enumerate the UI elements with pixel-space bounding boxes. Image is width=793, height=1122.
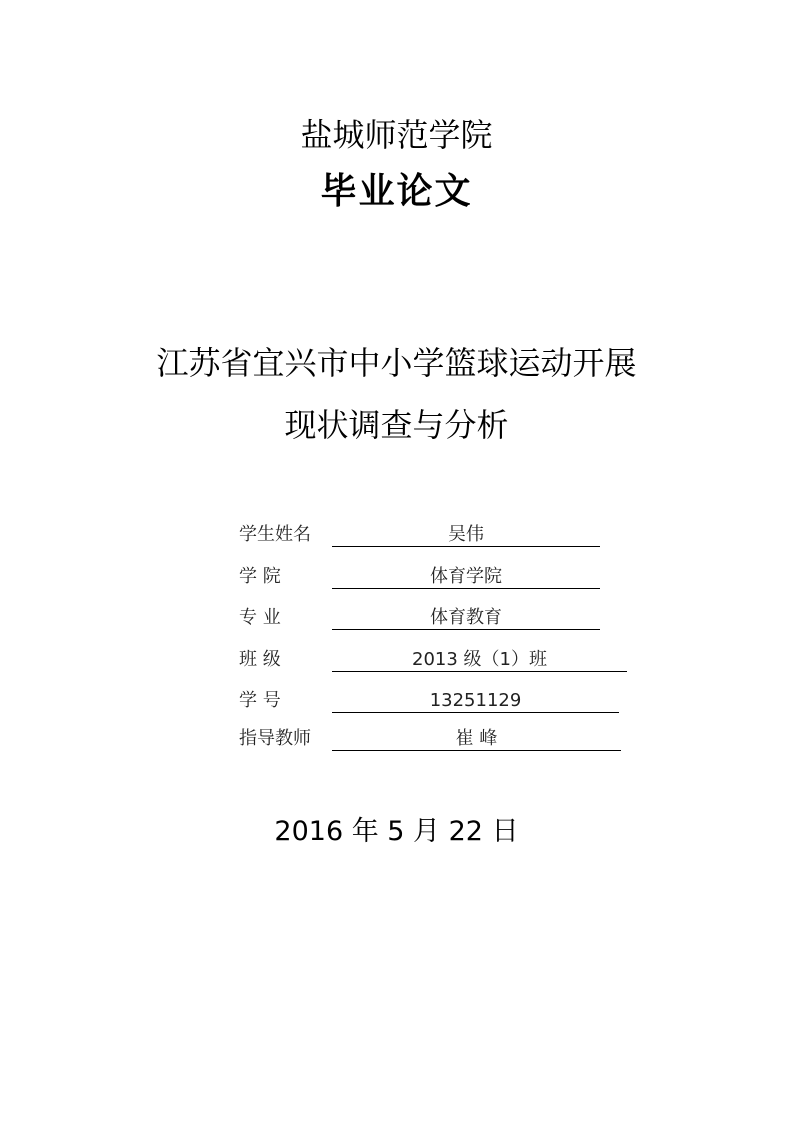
student-id-value: 13251129 — [332, 688, 619, 713]
document-type: 毕业论文 — [320, 171, 473, 212]
submission-date: 2016 年 5 月 22 日 — [274, 816, 519, 847]
thesis-title-line-2: 现状调查与分析 — [284, 406, 509, 444]
class-label: 班 级 — [239, 649, 281, 670]
college-value: 体育学院 — [332, 564, 600, 589]
university-name: 盐城师范学院 — [300, 116, 493, 154]
student-name-value: 吴伟 — [332, 522, 600, 547]
major-label: 专 业 — [239, 607, 281, 628]
class-value: 2013 级（1）班 — [332, 647, 627, 672]
advisor-label: 指导教师 — [239, 728, 311, 749]
student-name-label: 学生姓名 — [239, 524, 311, 545]
college-label: 学 院 — [239, 566, 281, 587]
major-value: 体育教育 — [332, 605, 600, 630]
student-id-label: 学 号 — [239, 690, 281, 711]
advisor-value: 崔 峰 — [332, 726, 621, 751]
thesis-title-line-1: 江苏省宜兴市中小学篮球运动开展 — [156, 344, 637, 382]
